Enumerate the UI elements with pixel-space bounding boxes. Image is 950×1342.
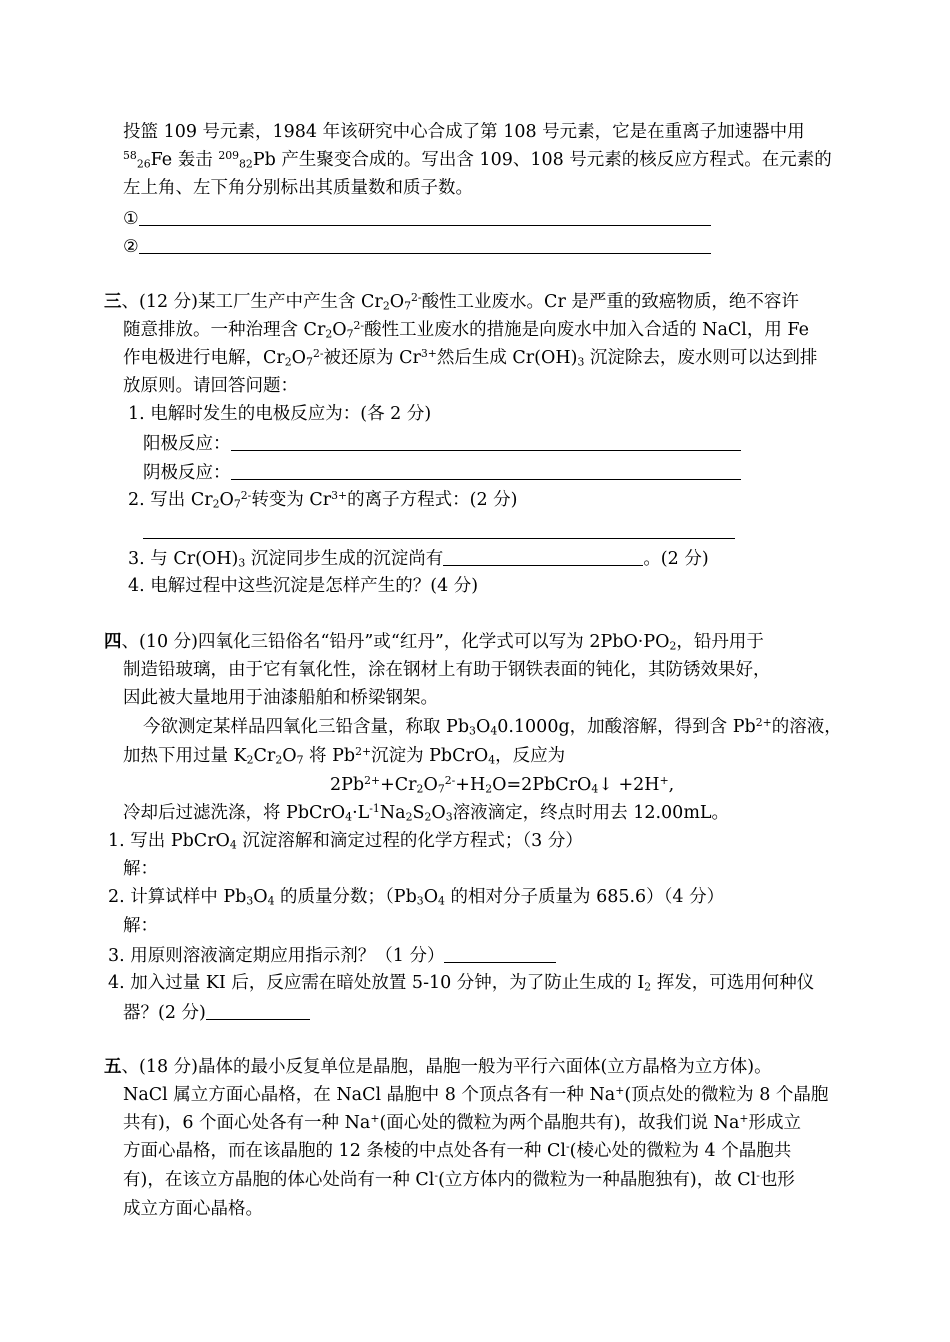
q2-line-1: 投篮 109 号元素，1984 年该研究中心合成了第 108 号元素，它是在重离子加速器中用	[123, 122, 805, 142]
q4-sub-2: 2. 计算试样中 $Pb_3O_4$ 的质量分数；（$Pb_3O_4$ 的相对分子质量为 685.6）（4 分）	[108, 887, 725, 908]
answer-blank[interactable]	[231, 461, 741, 480]
q3-anode: 阳极反应：	[143, 432, 741, 455]
q4-answer-1: 解：	[123, 859, 158, 879]
answer-blank[interactable]	[143, 520, 735, 539]
q4-sub-3: 3. 用原则溶液滴定期应用指示剂？（1 分）	[108, 944, 556, 967]
q4-sub-4: 4. 加入过量 KI 后，反应需在暗处放置 5-10 分钟，为了防止生成的 $I_2$ 挥发，可选用何种仪	[108, 973, 815, 994]
q3-sub-3: 3. 与 $Cr(OH)_3$ 沉淀同步生成的沉淀尚有 。(2 分)	[128, 548, 709, 570]
q3-line-2: 随意排放。一种治理含 $Cr_2O_7^{2-}$酸性工业废水的措施是向废水中加入合适的 NaCl，用 Fe	[123, 319, 809, 341]
q4-line-2: 制造铅玻璃，由于它有氧化性，涂在钢材上有助于钢铁表面的钝化，其防锈效果好，	[123, 660, 771, 680]
answer-blank[interactable]	[139, 207, 711, 226]
q3-sub-4: 4. 电解过程中这些沉淀是怎样产生的？(4 分)	[128, 576, 479, 596]
answer-blank[interactable]	[444, 944, 556, 963]
q5-line-3: 共有)，6 个面心处各有一种 Na+(面心处的微粒为两个晶胞共有)，故我们说 Na+形成立	[123, 1112, 801, 1133]
q5-line-6: 成立方面心晶格。	[123, 1199, 263, 1219]
q4-sub-1: 1. 写出 PbCrO$_4$ 沉淀溶解和滴定过程的化学方程式；（3 分）	[108, 831, 583, 852]
q4-line-3: 因此被大量地用于油漆船舶和桥梁钢架。	[123, 688, 438, 708]
q4-equation: $2Pb^{2+}+Cr_2O_7^{2-}+H_2O=2PbCrO_4↓ +2H^+$,	[330, 774, 675, 796]
q2-line-3: 左上角、左下角分别标出其质量数和质子数。	[123, 178, 473, 198]
q3-line-3: 作电极进行电解，$Cr_2O_7^{2-}$被还原为 $Cr^{3+}$然后生成 $Cr(OH)_3$ 沉淀除去，废水则可以达到排	[123, 347, 818, 369]
answer-blank[interactable]	[443, 547, 643, 566]
answer-blank[interactable]	[206, 1001, 310, 1020]
q5-line-4: 方面心晶格，而在该晶胞的 12 条棱的中点处各有一种 Cl-(棱心处的微粒为 4 个晶胞共	[123, 1140, 792, 1161]
q3-line-1: 三、(12 分)某工厂生产中产生含 $Cr_2O_7^{2-}$酸性工业废水。Cr 是严重的致癌物质，绝不容许	[104, 291, 799, 313]
q2-line-2: $^{58}_{26}$Fe 轰击 $^{209}_{82}$Pb 产生聚变合成的。写出含 109、108 号元素的核反应方程式。在元素的	[123, 149, 832, 171]
q5-line-5: 有)，在该立方晶胞的体心处尚有一种 Cl-(立方体内的微粒为一种晶胞独有)，故 Cl-也形	[123, 1169, 795, 1190]
answer-blank[interactable]	[139, 235, 711, 254]
q3-sub-1: 1. 电解时发生的电极反应为：(各 2 分)	[128, 404, 432, 424]
q2-answer-1: ①	[123, 207, 711, 230]
q4-line-1: 四、(10 分)四氧化三铅俗名“铅丹”或“红丹”，化学式可以写为 $2PbO\cdot PO_2$，铅丹用于	[104, 632, 764, 653]
q4-sub-4-cont: 器？(2 分)	[123, 1001, 310, 1024]
q3-line-4: 放原则。请回答问题：	[123, 376, 298, 396]
q5-line-1: 五、(18 分)晶体的最小反复单位是晶胞，晶胞一般为平行六面体(立方晶格为立方体)。	[104, 1057, 772, 1077]
q3-cathode: 阴极反应：	[143, 461, 741, 484]
q4-line-5: 加热下用过量 $K_2Cr_2O_7$ 将 $Pb^{2+}$沉淀为 PbCrO$_4$，反应为	[123, 745, 566, 767]
q4-line-6: 冷却后过滤洗涤，将 $PbCrO_4\cdot L^{-1}Na_2S_2O_3$溶液滴定，终点时用去 12.00mL。	[123, 802, 730, 824]
q4-answer-2: 解：	[123, 916, 158, 936]
answer-blank[interactable]	[231, 432, 741, 451]
q3-sub-2-blank	[143, 520, 735, 543]
q2-answer-2: ②	[123, 235, 711, 258]
q3-sub-2: 2. 写出 $Cr_2O_7^{2-}$转变为 $Cr^{3+}$的离子方程式：(2 分)	[128, 489, 518, 511]
q4-line-4: 今欲测定某样品四氧化三铅含量，称取 $Pb_3O_40.1000g$，加酸溶解，得到含 $Pb^{2+}$的溶液，	[143, 716, 842, 738]
q5-line-2: NaCl 属立方面心晶格，在 NaCl 晶胞中 8 个顶点各有一种 Na+(顶点处的微粒为 8 个晶胞	[123, 1084, 829, 1105]
